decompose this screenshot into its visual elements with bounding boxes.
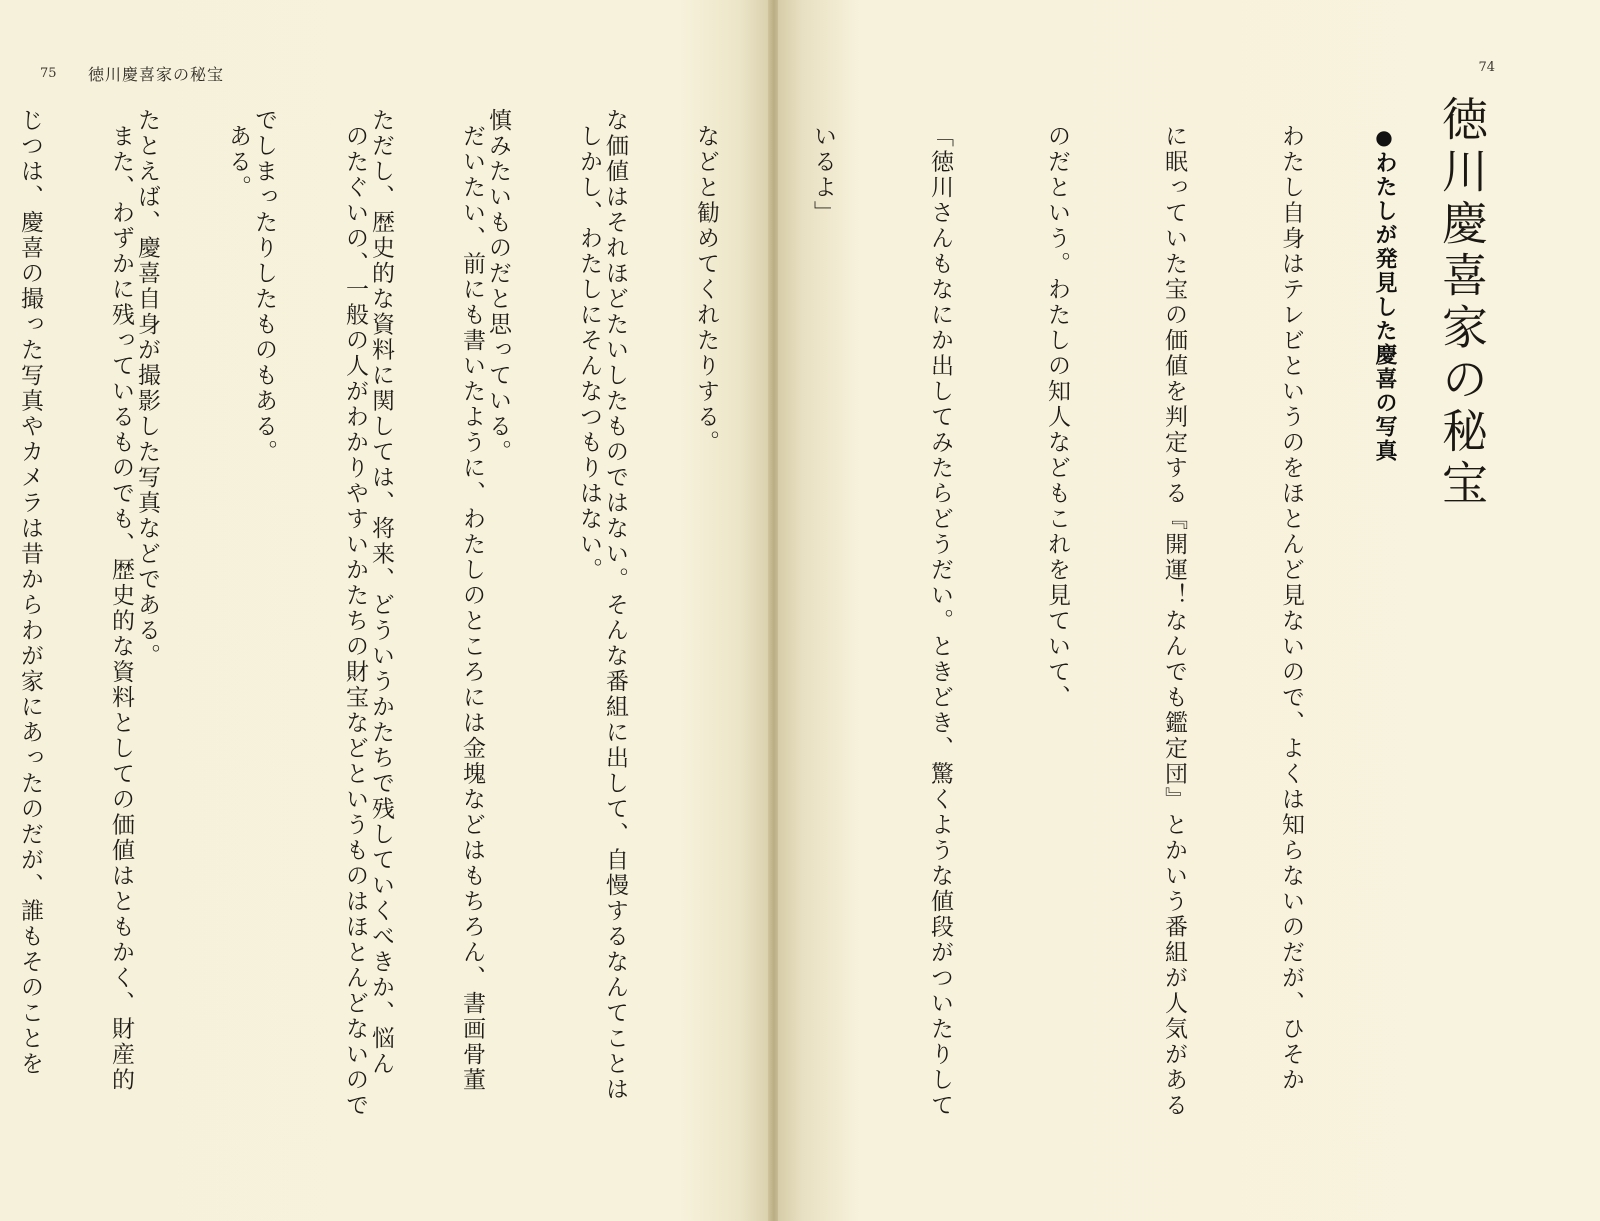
right-body-text — [23, 124, 1388, 1194]
text-column: また、わずかに残っているものでも、歴史的な資料としての価値はともかく、財産的 — [108, 124, 134, 1093]
right-page-number: 74 — [1478, 60, 1495, 75]
text-column: ある。 — [225, 124, 251, 201]
text-column: などと勧めてくれたりする。 — [693, 124, 719, 456]
bullet-icon: ● — [1372, 125, 1396, 151]
text-column: じつは、慶喜の撮った写真やカメラは昔からわが家にあったのだが、誰もそのことを — [17, 108, 43, 1077]
text-column: たとえば、慶喜自身が撮影した写真などである。 — [134, 108, 160, 669]
section-heading-text: わたしが発見した慶喜の写真 — [1372, 151, 1397, 463]
text-column: 慎みたいものだと思っている。 — [485, 108, 511, 465]
text-column: のたぐいの、一般の人がわかりやすいかたちの財宝などというものはほとんどないので — [342, 124, 368, 1119]
text-column: わたし自身はテレビというのをほとんど見ないので、よくは知らないのだが、ひそか — [1278, 124, 1304, 1093]
left-page-number: 75 — [40, 66, 57, 81]
running-header: 徳川慶喜家の秘宝 — [88, 65, 225, 84]
chapter-title: 徳川慶喜家の秘宝 — [1435, 95, 1489, 511]
text-column: に眠っていた宝の価値を判定する『開運！なんでも鑑定団』とかいう番組が人気がある — [1161, 124, 1187, 1119]
text-column: のだという。わたしの知人などもこれを見ていて、 — [1044, 124, 1070, 711]
text-column: いるよ」 — [810, 124, 836, 226]
text-column: な価値はそれほどたいしたものではない。そんな番組に出して、自慢するなんてことは — [602, 108, 628, 1103]
text-column: だいたい、前にも書いたように、わたしのところには金塊などはもちろん、書画骨董 — [459, 124, 485, 1093]
text-column: 「徳川さんもなにか出してみたらどうだい。ときどき、驚くような値段がついたりして — [927, 124, 953, 1119]
text-column: しかし、わたしにそんなつもりはない。 — [576, 124, 602, 583]
text-column: ただし、歴史的な資料に関しては、将来、どういうかたちで残していくべきか、悩ん — [368, 108, 394, 1077]
text-column: でしまったりしたものもある。 — [251, 108, 277, 465]
